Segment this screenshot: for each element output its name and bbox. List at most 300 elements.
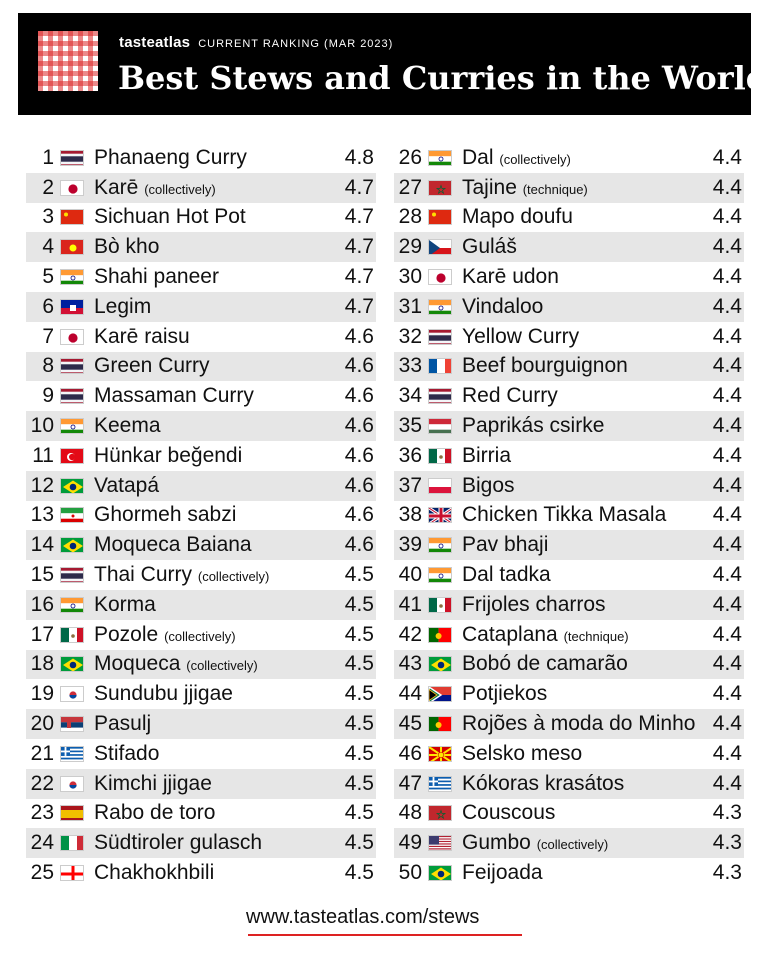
rating-score: 4.7 [344,265,374,289]
gb-flag-icon [428,507,452,523]
rank-number: 10 [30,414,54,438]
rating-score: 4.5 [344,861,374,885]
dish-name: Pav bhaji [462,533,549,557]
rank-number: 31 [398,294,422,318]
rating-score: 4.4 [712,294,742,318]
dish-note: (technique) [522,181,588,197]
dish-name: Korma [94,592,156,616]
dish-name: Selsko meso [462,741,583,765]
rank-number: 48 [398,801,422,825]
dish-note: (collectively) [144,181,216,197]
pt-flag-icon [428,627,452,643]
ranking-row [394,173,744,203]
rating-score: 4.5 [344,652,374,676]
kr-flag-icon [60,776,84,792]
ranking-row [26,530,376,560]
brand-line [119,34,393,51]
dish-name-cell [94,265,334,289]
th-flag-icon [60,358,84,374]
rs-flag-icon [60,716,84,732]
dish-name-cell [94,831,334,855]
in-flag-icon [60,597,84,613]
dish-name-cell [462,176,702,200]
rank-number: 38 [398,503,422,527]
dish-name: Bigos [462,473,515,497]
rating-score: 4.4 [712,443,742,467]
rating-score: 4.5 [344,592,374,616]
dish-name-cell [462,325,702,349]
rank-number: 13 [30,503,54,527]
gr-flag-icon [60,746,84,762]
rating-score: 4.4 [712,712,742,736]
mx-flag-icon [60,627,84,643]
ranking-row [26,560,376,590]
dish-name: Südtiroler gulasch [94,831,263,855]
br-flag-icon [60,478,84,494]
hu-flag-icon [428,418,452,434]
ranking-row [26,173,376,203]
dish-name-cell [94,176,334,200]
ranking-row [394,232,744,262]
ranking-row [26,441,376,471]
rating-score: 4.5 [344,831,374,855]
ranking-row [26,352,376,382]
dish-name-cell [94,503,334,527]
dish-name: Bobó de camarão [462,652,628,676]
dish-name: Paprikás csirke [462,414,605,438]
ge-flag-icon [60,865,84,881]
rank-number: 34 [398,384,422,408]
in-flag-icon [60,269,84,285]
rank-number: 20 [30,712,54,736]
rating-score: 4.7 [344,175,374,199]
rating-score: 4.3 [712,861,742,885]
rank-number: 19 [30,682,54,706]
dish-name-cell [94,354,334,378]
dish-name: Moqueca [94,652,181,676]
dish-name-cell [94,444,334,468]
kr-flag-icon [60,686,84,702]
dish-name-cell [94,772,334,796]
rating-score: 4.3 [712,831,742,855]
dish-name-cell [462,146,702,170]
rank-number: 8 [42,354,54,378]
rank-number: 15 [30,563,54,587]
rank-number: 42 [398,622,422,646]
in-flag-icon [60,418,84,434]
rating-score: 4.6 [344,354,374,378]
jp-flag-icon [60,180,84,196]
dish-name: Beef bourguignon [462,354,628,378]
footer-link[interactable]: www.tasteatlas.com/stews [246,906,480,928]
dish-name-cell [462,354,702,378]
brand-name: tasteatlas [119,34,191,51]
ranking-row [394,530,744,560]
ranking-row [394,769,744,799]
rating-score: 4.4 [712,414,742,438]
dish-name: Sichuan Hot Pot [94,205,246,229]
dish-name: Dal [462,145,494,169]
dish-name: Legim [94,294,152,318]
rank-number: 39 [398,533,422,557]
rank-number: 43 [398,652,422,676]
dish-name-cell [462,533,702,557]
vn-flag-icon [60,239,84,255]
dish-name: Karē udon [462,265,559,289]
rank-number: 45 [398,712,422,736]
dish-name: Feijoada [462,861,543,885]
rating-score: 4.4 [712,533,742,557]
dish-name: Pozole [94,622,159,646]
ranking-column-right [394,143,744,888]
dish-name-cell [462,205,702,229]
gr-flag-icon [428,776,452,792]
dish-name: Kókoras krasátos [462,771,625,795]
rating-score: 4.5 [344,741,374,765]
jp-flag-icon [428,269,452,285]
rank-number: 30 [398,265,422,289]
ranking-row [26,322,376,352]
rating-score: 4.4 [712,205,742,229]
dish-name: Green Curry [94,354,210,378]
dish-name: Potjiekos [462,682,548,706]
th-flag-icon [428,329,452,345]
rank-number: 46 [398,741,422,765]
dish-name: Kimchi jjigae [94,771,212,795]
cn-flag-icon [428,209,452,225]
ranking-row [394,411,744,441]
rank-number: 2 [42,175,54,199]
dish-name: Massaman Curry [94,384,254,408]
in-flag-icon [428,150,452,166]
ranking-row [394,292,744,322]
cn-flag-icon [60,209,84,225]
dish-name-cell [462,801,702,825]
br-flag-icon [428,865,452,881]
rank-number: 35 [398,414,422,438]
footer-underline [248,934,522,936]
dish-name-cell [462,414,702,438]
rank-number: 14 [30,533,54,557]
dish-name: Chicken Tikka Masala [462,503,667,527]
ranking-row [26,590,376,620]
rank-number: 44 [398,682,422,706]
rating-score: 4.4 [712,473,742,497]
dish-note: (collectively) [197,569,270,585]
dish-name-cell [462,712,702,736]
ranking-row [26,858,376,888]
mx-flag-icon [428,597,452,613]
dish-name-cell [462,652,702,676]
dish-name-cell [462,772,702,796]
rank-number: 36 [398,443,422,467]
ranking-row [394,679,744,709]
th-flag-icon [60,388,84,404]
dish-note: (collectively) [186,658,258,674]
rating-score: 4.4 [712,503,742,527]
rating-score: 4.6 [344,473,374,497]
dish-name-cell [462,265,702,289]
rating-score: 4.4 [712,741,742,765]
dish-name: Karē raisu [94,324,190,348]
dish-name: Pasulj [94,712,152,736]
dish-name-cell [94,384,334,408]
ir-flag-icon [60,507,84,523]
ranking-column-left [26,143,376,888]
ranking-row [394,352,744,382]
dish-name: Shahi paneer [94,265,219,289]
dish-name: Dal tadka [462,563,551,587]
dish-name: Keema [94,414,161,438]
rank-number: 3 [42,205,54,229]
in-flag-icon [428,537,452,553]
rating-score: 4.4 [712,384,742,408]
dish-name-cell [94,801,334,825]
ranking-row [26,799,376,829]
ranking-row [394,739,744,769]
dish-name-cell [94,861,334,885]
dish-name: Tajine [462,175,517,199]
mk-flag-icon [428,746,452,762]
rank-number: 16 [30,592,54,616]
dish-name-cell [462,444,702,468]
rating-score: 4.6 [344,384,374,408]
fr-flag-icon [428,358,452,374]
rank-number: 37 [398,473,422,497]
dish-name-cell [462,682,702,706]
ranking-row [394,322,744,352]
dish-note: (collectively) [499,151,571,167]
dish-name: Mapo doufu [462,205,573,229]
rank-number: 27 [398,175,422,199]
rating-score: 4.4 [712,682,742,706]
dish-name-cell [94,295,334,319]
rank-number: 17 [30,622,54,646]
th-flag-icon [428,388,452,404]
ranking-row [26,143,376,173]
ranking-row [394,650,744,680]
th-flag-icon [60,567,84,583]
rating-score: 4.4 [712,175,742,199]
rating-score: 4.5 [344,771,374,795]
rating-score: 4.8 [344,145,374,169]
ranking-row [26,679,376,709]
rank-number: 47 [398,771,422,795]
ranking-row [26,650,376,680]
dish-name-cell [94,623,334,647]
ranking-row [26,471,376,501]
rank-number: 23 [30,801,54,825]
ranking-row [394,471,744,501]
rating-score: 4.5 [344,682,374,706]
rating-score: 4.4 [712,265,742,289]
us-flag-icon [428,835,452,851]
rating-score: 4.4 [712,324,742,348]
dish-name: Stifado [94,741,160,765]
ranking-row [394,620,744,650]
rating-score: 4.4 [712,354,742,378]
dish-name-cell [462,742,702,766]
dish-name-cell [462,384,702,408]
it-flag-icon [60,835,84,851]
ranking-row [26,381,376,411]
dish-name-cell [462,563,702,587]
dish-name: Bò kho [94,235,160,259]
dish-name-cell [94,235,334,259]
dish-name-cell [462,861,702,885]
ranking-row [394,441,744,471]
rank-number: 32 [398,324,422,348]
ranking-row [26,769,376,799]
ranking-row [26,292,376,322]
rank-number: 40 [398,563,422,587]
rating-score: 4.4 [712,145,742,169]
rank-number: 33 [398,354,422,378]
dish-name: Phanaeng Curry [94,145,247,169]
dish-name: Moqueca Baiana [94,533,252,557]
rank-number: 7 [42,324,54,348]
rank-number: 49 [398,831,422,855]
rank-number: 12 [30,473,54,497]
ranking-row [26,828,376,858]
jp-flag-icon [60,329,84,345]
dish-note: (technique) [563,628,629,644]
ranking-row [394,560,744,590]
tasteatlas-logo-icon [38,31,98,91]
ma-flag-icon [428,805,452,821]
dish-name-cell [94,205,334,229]
dish-name-cell [462,235,702,259]
rank-number: 11 [32,443,54,467]
rating-score: 4.4 [712,235,742,259]
rating-score: 4.6 [344,443,374,467]
rating-score: 4.6 [344,414,374,438]
ranking-row [26,203,376,233]
rank-number: 21 [30,741,54,765]
ranking-row [26,709,376,739]
dish-name: Frijoles charros [462,592,606,616]
rating-score: 4.6 [344,324,374,348]
ranking-row [394,203,744,233]
dish-name-cell [462,295,702,319]
rank-number: 29 [398,235,422,259]
rating-score: 4.6 [344,503,374,527]
rating-score: 4.7 [344,205,374,229]
dish-name-cell [94,533,334,557]
rating-score: 4.4 [712,652,742,676]
dish-name: Karē [94,175,139,199]
dish-name: Gumbo [462,831,531,855]
rating-score: 4.6 [344,533,374,557]
cz-flag-icon [428,239,452,255]
th-flag-icon [60,150,84,166]
dish-name: Ghormeh sabzi [94,503,237,527]
rank-number: 5 [42,265,54,289]
header-banner [18,13,768,115]
dish-name-cell [94,682,334,706]
dish-name-cell [94,742,334,766]
dish-name: Vindaloo [462,294,544,318]
dish-name-cell [94,712,334,736]
ranking-tag: CURRENT RANKING (MAR 2023) [198,38,394,50]
ranking-row [26,232,376,262]
dish-name-cell [94,593,334,617]
dish-name-cell [94,325,334,349]
rank-number: 6 [42,294,54,318]
rating-score: 4.5 [344,622,374,646]
ranking-row [394,828,744,858]
ht-flag-icon [60,299,84,315]
rank-number: 18 [30,652,54,676]
rating-score: 4.4 [712,622,742,646]
ma-flag-icon [428,180,452,196]
dish-name: Chakhokhbili [94,861,215,885]
dish-name: Rojões à moda do Minho [462,712,696,736]
rating-score: 4.4 [712,563,742,587]
dish-name-cell [94,563,334,587]
dish-name: Hünkar beğendi [94,443,243,467]
ranking-row [26,501,376,531]
dish-name: Couscous [462,801,556,825]
rank-number: 4 [42,235,54,259]
dish-name: Yellow Curry [462,324,580,348]
rank-number: 9 [42,384,54,408]
rating-score: 4.7 [344,235,374,259]
rating-score: 4.5 [344,801,374,825]
br-flag-icon [60,537,84,553]
rating-score: 4.5 [344,712,374,736]
dish-name: Guláš [462,235,517,259]
dish-name: Birria [462,443,512,467]
ranking-row [394,262,744,292]
page-title: Best Stews and Curries in the World [118,59,768,97]
pl-flag-icon [428,478,452,494]
rank-number: 22 [30,771,54,795]
dish-name: Cataplana [462,622,558,646]
rank-number: 28 [398,205,422,229]
dish-name-cell [462,593,702,617]
ranking-row [26,620,376,650]
dish-name: Vatapá [94,473,159,497]
ranking-row [394,381,744,411]
ranking-row [26,411,376,441]
rating-score: 4.5 [344,563,374,587]
ranking-row [394,858,744,888]
rating-score: 4.7 [344,294,374,318]
dish-note: (collectively) [164,628,236,644]
br-flag-icon [428,656,452,672]
dish-name-cell [94,146,334,170]
dish-name-cell [462,503,702,527]
ranking-row [394,799,744,829]
dish-name: Red Curry [462,384,558,408]
tr-flag-icon [60,448,84,464]
ranking-row [394,501,744,531]
dish-name-cell [462,474,702,498]
rating-score: 4.3 [712,801,742,825]
dish-name: Sundubu jjigae [94,682,233,706]
dish-note: (collectively) [536,837,609,853]
in-flag-icon [428,567,452,583]
br-flag-icon [60,656,84,672]
dish-name: Thai Curry [94,563,193,587]
dish-name: Rabo de toro [94,801,216,825]
rank-number: 41 [398,592,422,616]
ranking-row [394,590,744,620]
rank-number: 24 [30,831,54,855]
rank-number: 25 [30,861,54,885]
rating-score: 4.4 [712,592,742,616]
